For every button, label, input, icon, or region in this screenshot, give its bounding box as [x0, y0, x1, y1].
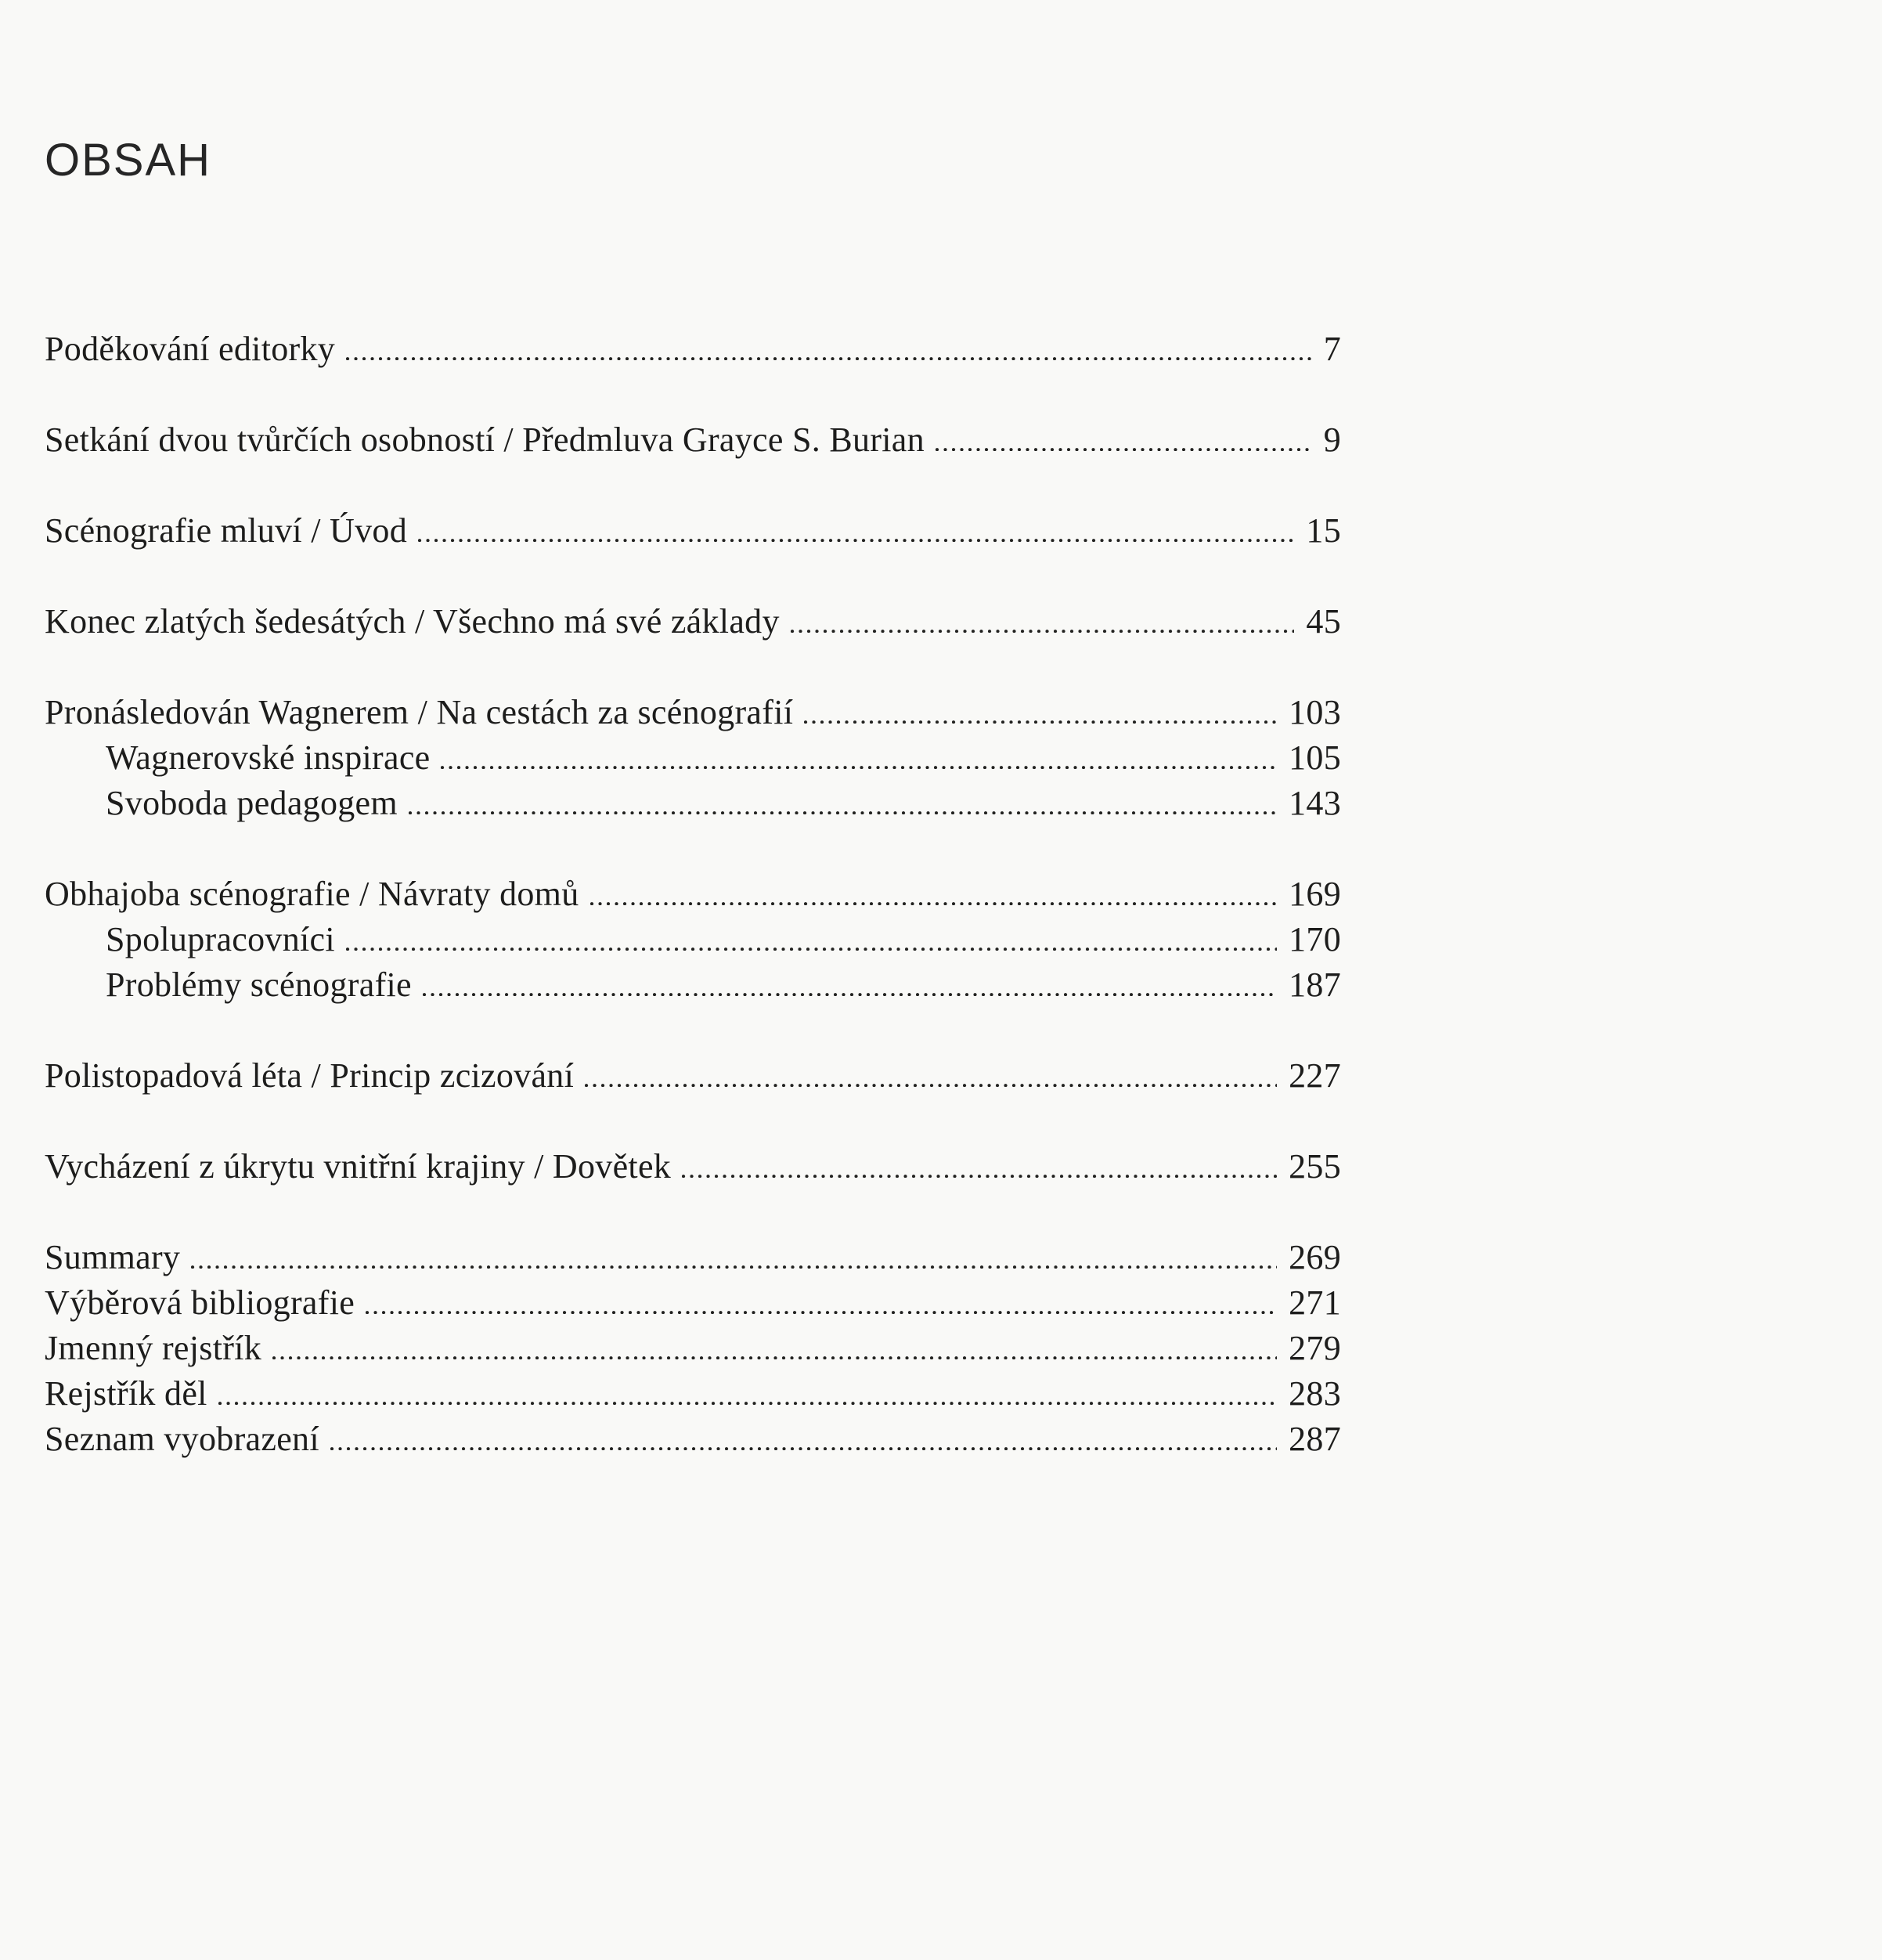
dot-leader	[366, 1310, 1277, 1314]
toc-entry-page: 271	[1289, 1283, 1341, 1322]
dot-leader	[936, 447, 1312, 451]
toc-entry	[45, 1144, 1341, 1189]
toc-entry-label: Výběrová bibliografie	[45, 1283, 355, 1322]
toc-entry-label: Setkání dvou tvůrčích osobností / Předmluva Grayce S. Burian	[45, 421, 925, 459]
toc-group	[45, 599, 1341, 644]
toc-entry	[45, 781, 1341, 826]
toc-entry-label: Polistopadová léta / Princip zcizování	[45, 1056, 575, 1095]
toc-entry	[45, 735, 1341, 781]
toc-entry	[45, 690, 1341, 735]
toc-entry	[45, 917, 1341, 962]
toc-entry-page: 9	[1323, 421, 1341, 459]
dot-leader	[218, 1401, 1277, 1405]
dot-leader	[804, 720, 1277, 724]
toc-entry	[45, 1053, 1341, 1099]
dot-leader	[272, 1355, 1277, 1359]
toc-entry	[45, 508, 1341, 554]
dot-leader	[330, 1446, 1277, 1450]
dot-leader	[590, 901, 1278, 905]
toc-list	[45, 327, 1341, 1507]
dot-leader	[346, 356, 1312, 360]
toc-entry-page: 170	[1289, 920, 1341, 958]
toc-entry	[45, 599, 1341, 644]
dot-leader	[418, 538, 1294, 542]
dot-leader	[191, 1265, 1277, 1269]
toc-entry-label: Svoboda pedagogem	[106, 784, 398, 822]
dot-leader	[409, 810, 1277, 814]
toc-group	[45, 508, 1341, 554]
toc-entry-page: 287	[1289, 1420, 1341, 1458]
toc-entry-page: 169	[1289, 875, 1341, 913]
toc-entry-label: Spolupracovníci	[106, 920, 335, 958]
toc-entry-page: 187	[1289, 966, 1341, 1004]
toc-entry	[45, 327, 1341, 372]
toc-entry-page: 105	[1289, 738, 1341, 777]
toc-entry-label: Jmenný rejstřík	[45, 1329, 262, 1367]
toc-entry-page: 283	[1289, 1374, 1341, 1413]
toc-entry-label: Rejstřík děl	[45, 1374, 207, 1413]
toc-entry	[45, 1371, 1341, 1417]
dot-leader	[441, 765, 1277, 769]
toc-entry-page: 15	[1306, 511, 1341, 550]
toc-entry-page: 269	[1289, 1238, 1341, 1276]
toc-group	[45, 1144, 1341, 1189]
toc-entry-page: 103	[1289, 693, 1341, 731]
toc-entry-label: Wagnerovské inspirace	[106, 738, 431, 777]
toc-group	[45, 1235, 1341, 1462]
toc-entry-page: 255	[1289, 1147, 1341, 1186]
toc-entry-label: Poděkování editorky	[45, 330, 336, 368]
toc-entry	[45, 962, 1341, 1008]
toc-entry-label: Seznam vyobrazení	[45, 1420, 319, 1458]
dot-leader	[585, 1083, 1277, 1087]
toc-entry-page: 227	[1289, 1056, 1341, 1095]
toc-entry-page: 45	[1306, 602, 1341, 641]
toc-entry	[45, 1326, 1341, 1371]
toc-entry	[45, 872, 1341, 917]
toc-group	[45, 417, 1341, 463]
toc-entry-label: Summary	[45, 1238, 181, 1276]
toc-entry	[45, 417, 1341, 463]
toc-group	[45, 327, 1341, 372]
dot-leader	[423, 992, 1277, 996]
toc-entry-label: Pronásledován Wagnerem / Na cestách za scénografií	[45, 693, 794, 731]
toc-entry-label: Konec zlatých šedesátých / Všechno má své základy	[45, 602, 780, 641]
toc-entry	[45, 1235, 1341, 1280]
dot-leader	[346, 947, 1277, 951]
toc-entry-page: 7	[1323, 330, 1341, 368]
toc-entry	[45, 1280, 1341, 1326]
toc-entry-label: Obhajoba scénografie / Návraty domů	[45, 875, 579, 913]
dot-leader	[682, 1174, 1277, 1178]
toc-group	[45, 1053, 1341, 1099]
toc-group	[45, 690, 1341, 826]
toc-entry-page: 279	[1289, 1329, 1341, 1367]
page-title: OBSAH	[45, 135, 212, 186]
toc-entry-label: Scénografie mluví / Úvod	[45, 511, 407, 550]
toc-group	[45, 872, 1341, 1008]
toc-entry-label: Problémy scénografie	[106, 966, 412, 1004]
dot-leader	[791, 629, 1295, 633]
toc-entry-page: 143	[1289, 784, 1341, 822]
toc-entry-label: Vycházení z úkrytu vnitřní krajiny / Dovětek	[45, 1147, 672, 1186]
toc-entry	[45, 1417, 1341, 1462]
